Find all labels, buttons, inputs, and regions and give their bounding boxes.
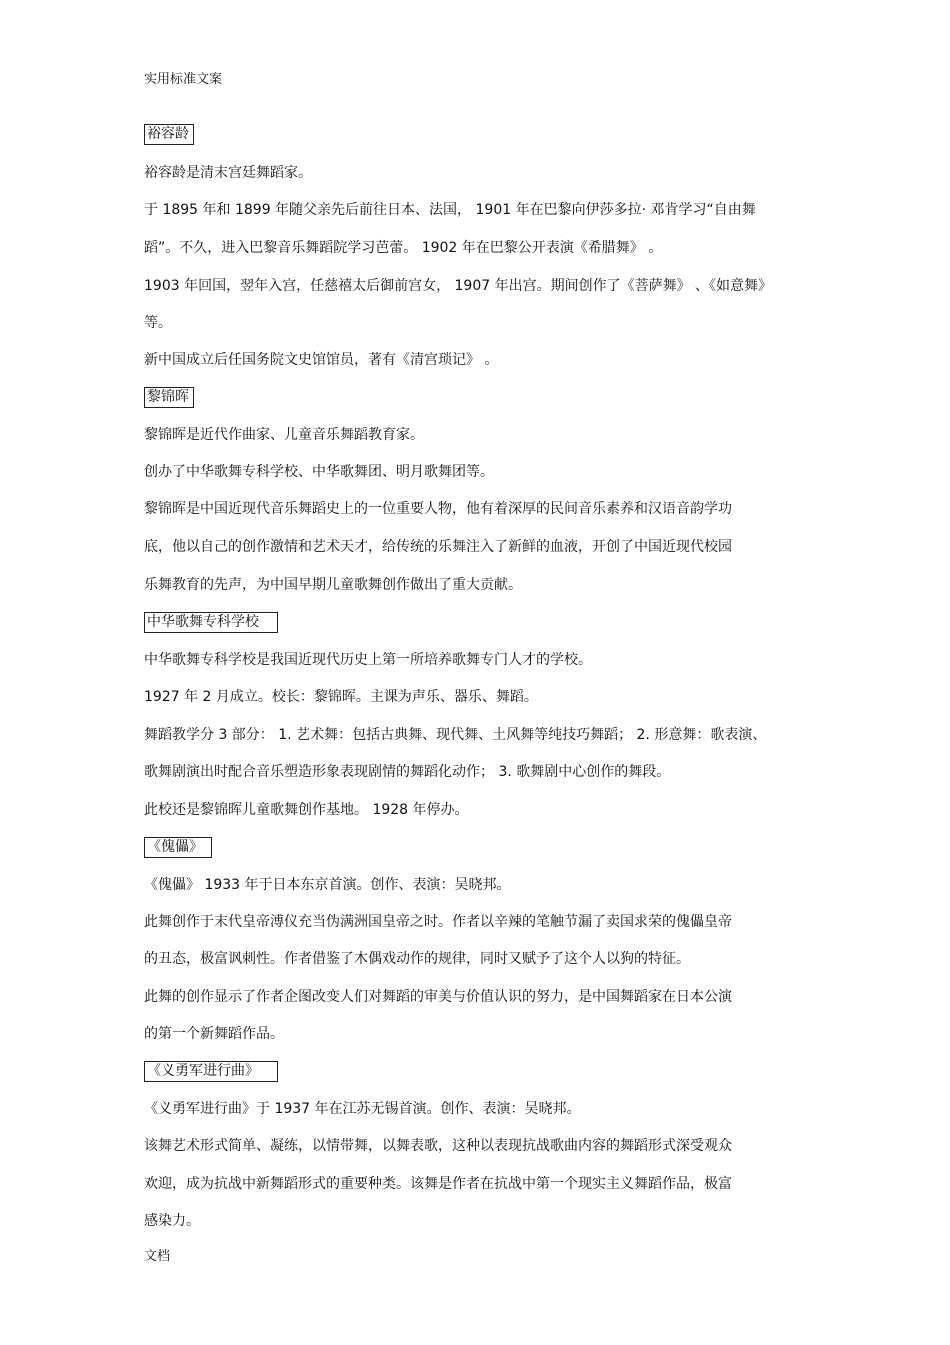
paragraph-line: 于 1895 年和 1899 年随父亲先后前往日本、法国， 1901 年在巴黎向伊莎多拉· 邓肯学习“自由舞 [144,202,756,218]
paragraph-line: 欢迎，成为抗战中新舞蹈形式的重要种类。该舞是作者在抗战中第一个现实主义舞蹈作品，极富 [144,1176,732,1192]
paragraph-line: 乐舞教育的先声，为中国早期儿童歌舞创作做出了重大贡献。 [144,577,522,593]
paragraph-line: 1903 年回国，翌年入宫，任慈禧太后御前宫女， 1907 年出宫。期间创作了《菩萨舞》 、《如意舞》 [144,278,773,294]
paragraph-line: 等。 [144,315,172,331]
section-title-box: 裕容龄 [144,124,194,145]
paragraph-line: 蹈”。不久，进入巴黎音乐舞蹈院学习芭蕾。 1902 年在巴黎公开表演《希腊舞》 。 [144,240,663,256]
paragraph-line: 此舞创作于末代皇帝溥仪充当伪满洲国皇帝之时。作者以辛辣的笔触节漏了卖国求荣的傀儡皇帝 [144,914,732,930]
paragraph-line: 的第一个新舞蹈作品。 [144,1026,284,1042]
section-title-box: 黎锦晖 [144,387,194,408]
paragraph-line: 感染力。 [144,1213,200,1229]
section-title [144,387,194,408]
paragraph-line: 黎锦晖是近代作曲家、儿童音乐舞蹈教育家。 [144,427,424,443]
paragraph-line: 《傀儡》 1933 年于日本东京首演。创作、表演：吴晓邦。 [144,877,511,893]
page-footer: 文档 [144,1249,171,1264]
page-header: 实用标准文案 [144,72,223,87]
paragraph-line: 裕容龄是清末宫廷舞蹈家。 [144,165,312,181]
paragraph-line: 1927 年 2 月成立。校长：黎锦晖。主课为声乐、器乐、舞蹈。 [144,689,538,705]
paragraph-line: 歌舞剧演出时配合音乐塑造形象表现剧情的舞蹈化动作； 3. 歌舞剧中心创作的舞段。 [144,764,671,780]
paragraph-line: 创办了中华歌舞专科学校、中华歌舞团、明月歌舞团等。 [144,464,494,480]
paragraph-line: 该舞艺术形式简单、凝练，以情带舞，以舞表歌，这种以表现抗战歌曲内容的舞蹈形式深受观众 [144,1138,732,1154]
section-title-box: 《义勇军进行曲》 [144,1061,278,1082]
paragraph-line: 《义勇军进行曲》于 1937 年在江苏无锡首演。创作、表演：吴晓邦。 [144,1101,581,1117]
paragraph-line: 舞蹈教学分 3 部分： 1. 艺术舞：包括古典舞、现代舞、土风舞等纯技巧舞蹈； 2. 形意舞：歌表演、 [144,727,767,743]
section-title-box: 中华歌舞专科学校 [144,612,278,633]
section-title [144,837,212,858]
paragraph-line: 中华歌舞专科学校是我国近现代历史上第一所培养歌舞专门人才的学校。 [144,652,592,668]
paragraph-line: 的丑态，极富讽刺性。作者借鉴了木偶戏动作的规律，同时又赋予了这个人以狗的特征。 [144,951,690,967]
section-title [144,124,194,145]
section-title [144,1061,278,1082]
paragraph-line: 此舞的创作显示了作者企图改变人们对舞蹈的审美与价值认识的努力，是中国舞蹈家在日本公演 [144,989,732,1005]
section-title [144,612,278,633]
paragraph-line: 底，他以自己的创作激情和艺术天才，给传统的乐舞注入了新鲜的血液，开创了中国近现代校园 [144,539,732,555]
paragraph-line: 黎锦晖是中国近现代音乐舞蹈史上的一位重要人物，他有着深厚的民间音乐素养和汉语音韵学功 [144,501,732,517]
paragraph-line: 此校还是黎锦晖儿童歌舞创作基地。 1928 年停办。 [144,802,469,818]
section-title-box: 《傀儡》 [144,837,212,858]
paragraph-line: 新中国成立后任国务院文史馆馆员，著有《清宫琐记》 。 [144,352,499,368]
